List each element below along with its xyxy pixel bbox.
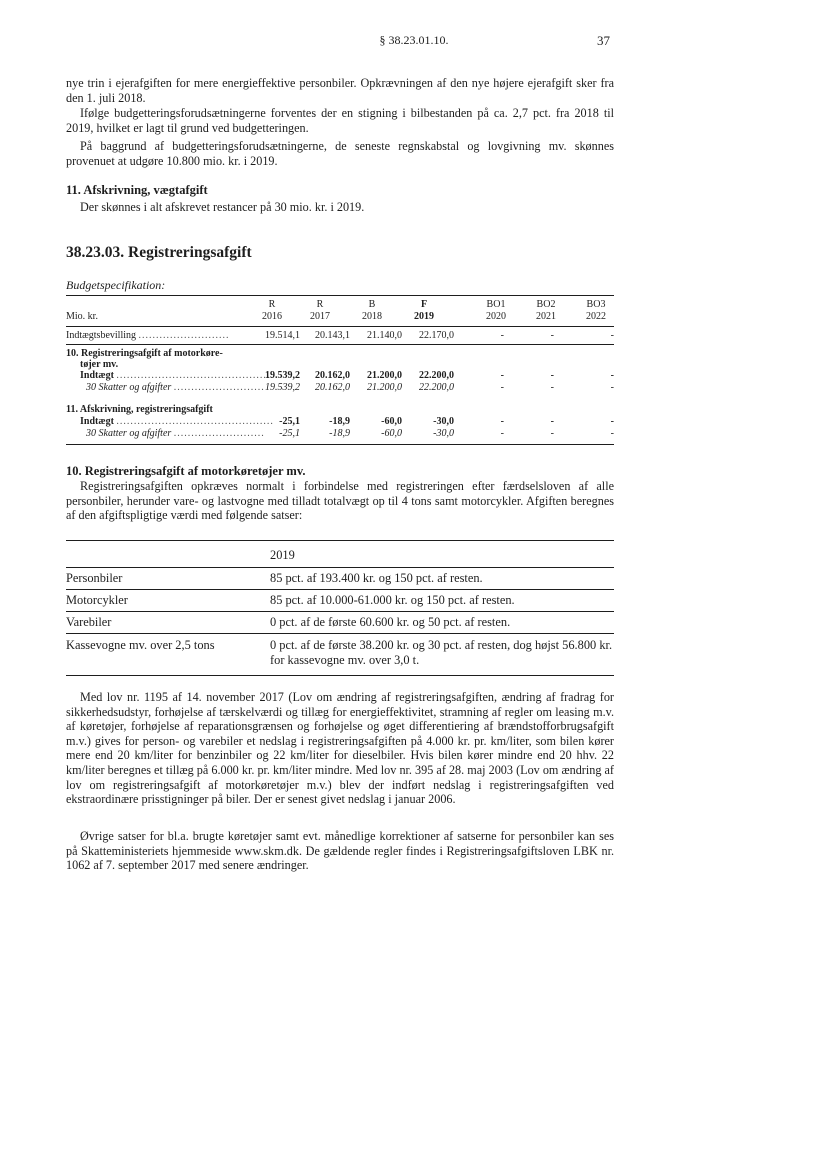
budget-table-header: [66, 299, 614, 329]
row-label: tøjer mv.: [80, 359, 119, 370]
cell-2020: -: [500, 428, 504, 439]
unit-label: Mio. kr.: [66, 311, 98, 322]
row-label: 10. Registreringsafgift af motorkøre-: [66, 348, 223, 359]
budget-row-g11-tax: [66, 428, 614, 440]
budget-table-top-rule: [66, 295, 614, 296]
rate-category: Motorcykler: [66, 593, 128, 607]
row-label: 30 Skatter og afgifter ..........................: [86, 428, 265, 439]
budget-table-bottom-rule: [66, 444, 614, 445]
cell-2022: -: [610, 428, 614, 439]
rate-table-rule: [66, 589, 614, 590]
section-11-heading: 11. Afskrivning, vægtafgift: [66, 183, 208, 197]
rate-table-top-rule: [66, 540, 614, 541]
rate-table-bottom-rule: [66, 675, 614, 676]
cell-2016: 19.539,2: [265, 382, 300, 393]
rate-table-rule: [66, 567, 614, 568]
cell-2019: 22.200,0: [419, 370, 454, 381]
rate-year: 2019: [270, 548, 295, 562]
cell-2017: 20.162,0: [315, 382, 350, 393]
row-label: 11. Afskrivning, registreringsafgift: [66, 404, 213, 415]
col-year: 2021: [536, 311, 556, 322]
col-year: 2020: [486, 311, 506, 322]
intro-paragraph-3: På baggrund af budgetteringsforudsætningerne, de seneste regnskabstal og lovgivning mv. skønnes provenuet at udgøre 10.800 mio. kr. i 2019.: [66, 139, 614, 168]
intro-paragraph-1: nye trin i ejerafgiften for mere energieffektive personbiler. Opkrævningen af den nye højere ejerafgift sker fra den 1. juli 2018.: [66, 76, 614, 105]
cell-2017: -18,9: [329, 428, 350, 439]
cell-2020: -: [500, 330, 504, 341]
budget-row-g11-income: [66, 416, 614, 428]
rate-value: 0 pct. af de første 60.600 kr. og 50 pct. af resten.: [270, 615, 511, 629]
budget-table-mid-rule: [66, 344, 614, 345]
col-year: 2017: [310, 311, 330, 322]
main-heading: 38.23.03. Registreringsafgift: [66, 244, 252, 261]
budget-group-11: [66, 404, 614, 416]
intro-paragraph-2: Ifølge budgetteringsforudsætningerne forventes der en stigning i bilbestanden på ca. 2,7 pct. fra 2018 til 2019, hvilket er lagt til grund ved budgetteringen.: [66, 106, 614, 135]
cell-2020: -: [500, 382, 504, 393]
row-label: 30 Skatter og afgifter ..........................: [86, 382, 265, 393]
cell-2019: 22.200,0: [419, 382, 454, 393]
cell-2017: 20.162,0: [315, 370, 350, 381]
cell-2018: 21.200,0: [367, 382, 402, 393]
cell-2022: -: [610, 330, 614, 341]
rate-category: Kassevogne mv. over 2,5 tons: [66, 638, 215, 652]
cell-2021: -: [550, 428, 554, 439]
closing-paragraph-1: Med lov nr. 1195 af 14. november 2017 (Lov om ændring af registreringsafgiften, ændring af fradrag for sikkerhedsudstyr, forhøjelse af tærskelværdi og tillæg for energieffektivitet, stramning af regler om leasing m.v. af køretøjer, forhøjelse af reparationsgrænsen og forhøjelse og øget differentiering af brændstofforbrugsafgift m.v.) gives for person- og varebiler et nedslag i registreringsafgiften på 4.000 kr. pr. km/liter, som bilen kører mere end 20 km/liter for benzinbiler og 22 km/liter for dieselbiler. Hvis bilen kører mindre end 20 hhv. 22 km/liter beregnes et tillæg på 6.000 kr. pr. km/liter mindre. Med lov nr. 395 af 28. maj 2003 (Lov om ændring af lov om registreringsafgift af motorkøretøjer m.v.) blev der indført nedslag i registreringsafgiften ved ekstraordinære prisstigninger på biler. Der er senest givet nedslag i januar 2006.: [66, 690, 614, 807]
cell-2020: -: [500, 416, 504, 427]
cell-2017: 20.143,1: [315, 330, 350, 341]
col-type: BO3: [586, 299, 606, 310]
cell-2021: -: [550, 370, 554, 381]
cell-2020: -: [500, 370, 504, 381]
rate-table-rule: [66, 633, 614, 634]
budget-row-total: [66, 330, 614, 343]
cell-2019: -30,0: [433, 428, 454, 439]
rate-category: Personbiler: [66, 571, 123, 585]
page-number: 37: [597, 33, 610, 48]
col-year: 2019: [414, 311, 434, 322]
cell-2019: 22.170,0: [419, 330, 454, 341]
col-type: B: [368, 299, 376, 310]
cell-2018: 21.200,0: [367, 370, 402, 381]
rate-table-rule: [66, 611, 614, 612]
cell-2016: -25,1: [279, 416, 300, 427]
col-year: 2016: [262, 311, 282, 322]
row-label: Indtægt .............................................: [80, 370, 274, 381]
row-label: Indtægtsbevilling ..........................: [66, 330, 230, 341]
cell-2016: 19.514,1: [265, 330, 300, 341]
section-10-text: Registreringsafgiften opkræves normalt i forbindelse med registreringen efter færdselsloven af alle personbiler, herunder vare- og lastvogne med tilladt totalvægt op til 4 tons samt motorcykler. Afgiften beregnes af den afgiftspligtige værdi med følgende satser:: [66, 479, 614, 523]
cell-2017: -18,9: [329, 416, 350, 427]
section-11-text: Der skønnes i alt afskrevet restancer på 30 mio. kr. i 2019.: [80, 200, 365, 214]
budget-table-header-rule: [66, 326, 614, 327]
cell-2018: 21.140,0: [367, 330, 402, 341]
cell-2022: -: [610, 382, 614, 393]
cell-2022: -: [610, 416, 614, 427]
cell-2021: -: [550, 382, 554, 393]
budget-row-g10-tax: [66, 382, 614, 394]
rate-value: 0 pct. af de første 38.200 kr. og 30 pct. af resten, dog højst 56.800 kr. for kassevogne mv. over 3,0 t.: [270, 638, 613, 667]
cell-2021: -: [550, 416, 554, 427]
budget-spec-label: Budgetspecifikation:: [66, 278, 166, 292]
cell-2022: -: [610, 370, 614, 381]
closing-paragraph-2: Øvrige satser for bl.a. brugte køretøjer samt evt. månedlige korrektioner af satserne for personbiler kan ses på Skatteministeriets hjemmeside www.skm.dk. De gældende regler findes i Registreringsafgiftsloven LBK nr. 1062 af 7. september 2017 med senere ændringer.: [66, 829, 614, 873]
cell-2018: -60,0: [381, 416, 402, 427]
col-type: BO2: [536, 299, 556, 310]
cell-2018: -60,0: [381, 428, 402, 439]
col-type: R: [316, 299, 324, 310]
cell-2016: 19.539,2: [265, 370, 300, 381]
col-year: 2018: [362, 311, 382, 322]
col-type: F: [420, 299, 428, 310]
cell-2019: -30,0: [433, 416, 454, 427]
rate-value: 85 pct. af 10.000-61.000 kr. og 150 pct. af resten.: [270, 593, 515, 607]
rate-category: Varebiler: [66, 615, 112, 629]
row-label: Indtægt .............................................: [80, 416, 274, 427]
cell-2016: -25,1: [279, 428, 300, 439]
col-type: R: [268, 299, 276, 310]
cell-2021: -: [550, 330, 554, 341]
col-type: BO1: [486, 299, 506, 310]
col-year: 2022: [586, 311, 606, 322]
budget-row-g10-income: [66, 370, 614, 382]
section-reference: § 38.23.01.10.: [379, 33, 449, 47]
section-10-heading: 10. Registreringsafgift af motorkøretøjer mv.: [66, 464, 306, 478]
rate-value: 85 pct. af 193.400 kr. og 150 pct. af resten.: [270, 571, 483, 585]
